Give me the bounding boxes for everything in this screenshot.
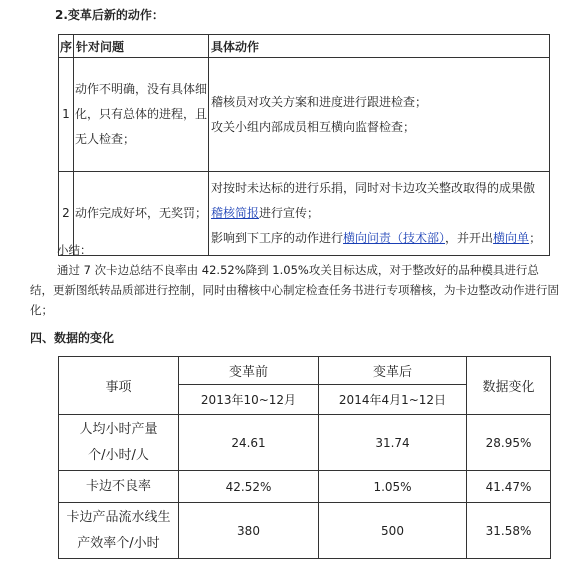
- action-text: ；: [529, 231, 542, 245]
- row-change: 28.95%: [467, 415, 551, 471]
- header-change: 数据变化: [467, 357, 551, 415]
- header-issue: 针对问题: [74, 35, 209, 58]
- row-item-line: 卡边产品流水线生: [66, 509, 171, 525]
- row-before: 380: [179, 503, 319, 559]
- row-actions: [209, 58, 550, 172]
- action-line: [211, 176, 547, 226]
- table-row: [59, 503, 551, 559]
- row-change: 41.47%: [467, 471, 551, 503]
- row-item-line: 产效率个/小时: [77, 535, 160, 551]
- header-no: 序: [59, 35, 74, 58]
- data-table-header: [59, 357, 551, 385]
- row-item-line: 卡边不良率: [85, 478, 151, 494]
- data-table: [58, 356, 551, 559]
- summary-label: 小结：: [57, 243, 92, 257]
- header-after: 变革后: [319, 357, 467, 385]
- summary-text: 通过 7 次卡边总结不良率由 42.52%降到 1.05%攻关目标达成，对于整改好的品种模具进行总结，更新图纸转品质部进行控制，同时由稽核中心制定检查任务书进行专项稽核，为卡边整改动作进行固化；: [30, 263, 559, 317]
- table-row: [59, 471, 551, 503]
- action-text: ，并开出: [445, 231, 494, 245]
- action-text: 影响到下工序的动作进行: [211, 231, 344, 245]
- row-no: 2: [59, 172, 74, 256]
- row-item-line: 个/小时/人: [88, 447, 149, 463]
- row-item: [59, 415, 179, 471]
- row-item: [59, 471, 179, 503]
- header-before: 变革前: [179, 357, 319, 385]
- section-2-title: 2.变革后新的动作：: [55, 8, 164, 22]
- header-after-period: 2014年4月1~12日: [319, 385, 467, 415]
- row-item: [59, 503, 179, 559]
- section-4-title: 四、数据的变化: [30, 331, 115, 345]
- header-item: 事项: [59, 357, 179, 415]
- action-line: 攻关小组内部成员相互横向监督检查；: [211, 119, 416, 134]
- row-after: 31.74: [319, 415, 467, 471]
- summary: [30, 240, 560, 320]
- row-change: 31.58%: [467, 503, 551, 559]
- lateral-accountability-link[interactable]: 横向问责（技术部）: [343, 231, 446, 245]
- table-row: [59, 58, 550, 172]
- row-after: 1.05%: [319, 471, 467, 503]
- action-line: 稽核员对攻关方案和进度进行跟进检查；: [211, 94, 428, 109]
- action-table-header: [59, 35, 550, 58]
- row-item-line: 人均小时产量: [79, 421, 158, 437]
- row-issue: 动作不明确，没有具体细化，只有总体的进程，且无人检查；: [74, 58, 209, 172]
- row-before: 42.52%: [179, 471, 319, 503]
- action-table: [58, 34, 550, 256]
- table-row: [59, 415, 551, 471]
- header-action: 具体动作: [209, 35, 550, 58]
- row-before: 24.61: [179, 415, 319, 471]
- action-text: 进行宣传；: [259, 206, 320, 220]
- audit-brief-link[interactable]: 稽核简报: [211, 206, 260, 220]
- row-after: 500: [319, 503, 467, 559]
- action-text: 对按时未达标的进行乐捐，同时对卡边攻关整改取得的成果傲: [211, 181, 536, 195]
- lateral-form-link[interactable]: 横向单: [493, 231, 530, 245]
- row-no: 1: [59, 58, 74, 172]
- row-issue: 动作完成好坏，无奖罚；: [74, 172, 209, 256]
- header-before-period: 2013年10~12月: [179, 385, 319, 415]
